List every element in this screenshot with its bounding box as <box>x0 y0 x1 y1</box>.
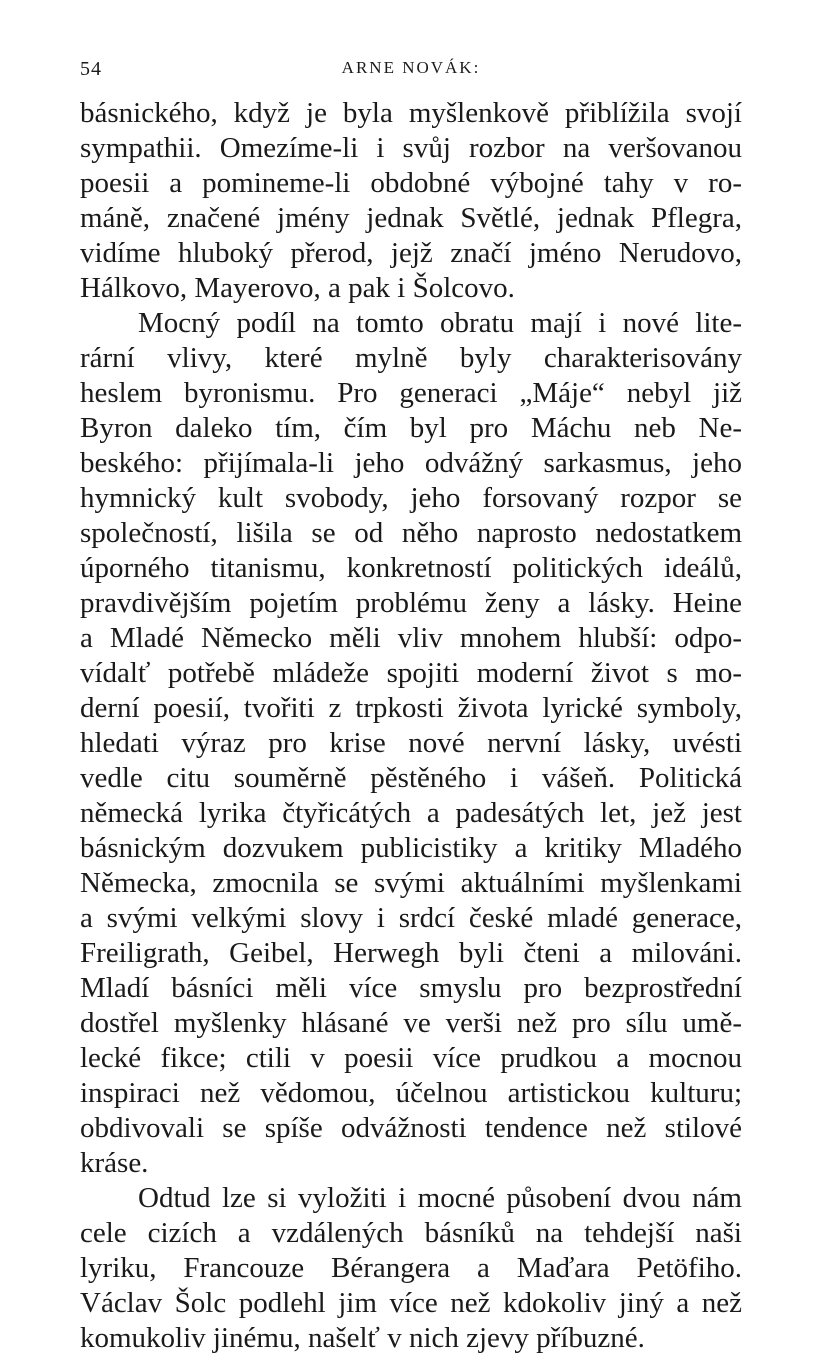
paragraph <box>80 1181 742 1356</box>
text-line: úporného titanismu, konkretností politických ideálů, <box>80 552 742 584</box>
text-line: sympathii. Omezíme-li i svůj rozbor na veršovanou <box>80 132 742 164</box>
text-line: máně, značené jmény jednak Světlé, jednak Pflegra, <box>80 202 742 234</box>
text-line: Odtud lze si vyložiti i mocné působení dvou nám <box>138 1182 742 1214</box>
text-line: vedle citu souměrně pěstěného i vášeň. Politická <box>80 762 742 794</box>
text-line: lyriku, Francouze Bérangera a Maďara Petöfiho. <box>80 1252 742 1284</box>
text-line: kráse. <box>80 1147 149 1179</box>
text-line: rární vlivy, které mylně byly charakterisovány <box>80 342 742 374</box>
page-header <box>80 58 742 88</box>
text-line: Mladí básníci měli více smyslu pro bezprostřední <box>80 972 742 1004</box>
body-text <box>80 96 742 1356</box>
text-line: vidíme hluboký přerod, jejž značí jméno Nerudovo, <box>80 237 742 269</box>
running-head: ARNE NOVÁK: <box>341 58 481 77</box>
text-line: derní poesií, tvořiti z trpkosti života lyrické symboly, <box>80 692 742 724</box>
text-line: Mocný podíl na tomto obratu mají i nové lite- <box>138 307 742 339</box>
text-line: cele cizích a vzdálených básníků na tehdejší naši <box>80 1217 742 1249</box>
text-line: Václav Šolc podlehl jim více než kdokoliv jiný a než <box>80 1287 742 1319</box>
paragraph <box>80 306 742 1181</box>
text-line: komukoliv jinému, našelť v nich zjevy příbuzné. <box>80 1322 645 1354</box>
text-line: heslem byronismu. Pro generaci „Máje“ nebyl již <box>80 377 742 409</box>
text-line: básnickým dozvukem publicistiky a kritiky Mladého <box>80 832 742 864</box>
text-line: Freiligrath, Geibel, Herwegh byli čteni a milováni. <box>80 937 742 969</box>
text-line: básnického, když je byla myšlenkově přiblížila svojí <box>80 97 742 129</box>
text-line: poesii a pomineme-li obdobné výbojné tahy v ro- <box>80 167 742 199</box>
text-line: beského: přijímala-li jeho odvážný sarkasmus, jeho <box>80 447 742 479</box>
text-line: společností, lišila se od něho naprosto nedostatkem <box>80 517 742 549</box>
text-line: Německa, zmocnila se svými aktuálními myšlenkami <box>80 867 742 899</box>
text-line: obdivovali se spíše odvážnosti tendence než stilové <box>80 1112 742 1144</box>
text-line: lecké fikce; ctili v poesii více prudkou a mocnou <box>80 1042 742 1074</box>
text-line: hymnický kult svobody, jeho forsovaný rozpor se <box>80 482 742 514</box>
text-line: vídalť potřebě mládeže spojiti moderní život s mo- <box>80 657 742 689</box>
paragraph <box>80 96 742 306</box>
text-line: dostřel myšlenky hlásané ve verši než pro sílu umě- <box>80 1007 742 1039</box>
text-line: německá lyrika čtyřicátých a padesátých let, jež jest <box>80 797 742 829</box>
text-line: a Mladé Německo měli vliv mnohem hlubší: odpo- <box>80 622 742 654</box>
text-line: hledati výraz pro krise nové nervní lásky, uvésti <box>80 727 742 759</box>
text-line: Byron daleko tím, čím byl pro Máchu neb Ne- <box>80 412 742 444</box>
text-line: pravdivějším pojetím problému ženy a lásky. Heine <box>80 587 742 619</box>
text-line: Hálkovo, Mayerovo, a pak i Šolcovo. <box>80 272 515 304</box>
text-line: inspiraci než vědomou, účelnou artistickou kulturu; <box>80 1077 742 1109</box>
page-number: 54 <box>80 58 102 80</box>
text-line: a svými velkými slovy i srdcí české mladé generace, <box>80 902 742 934</box>
